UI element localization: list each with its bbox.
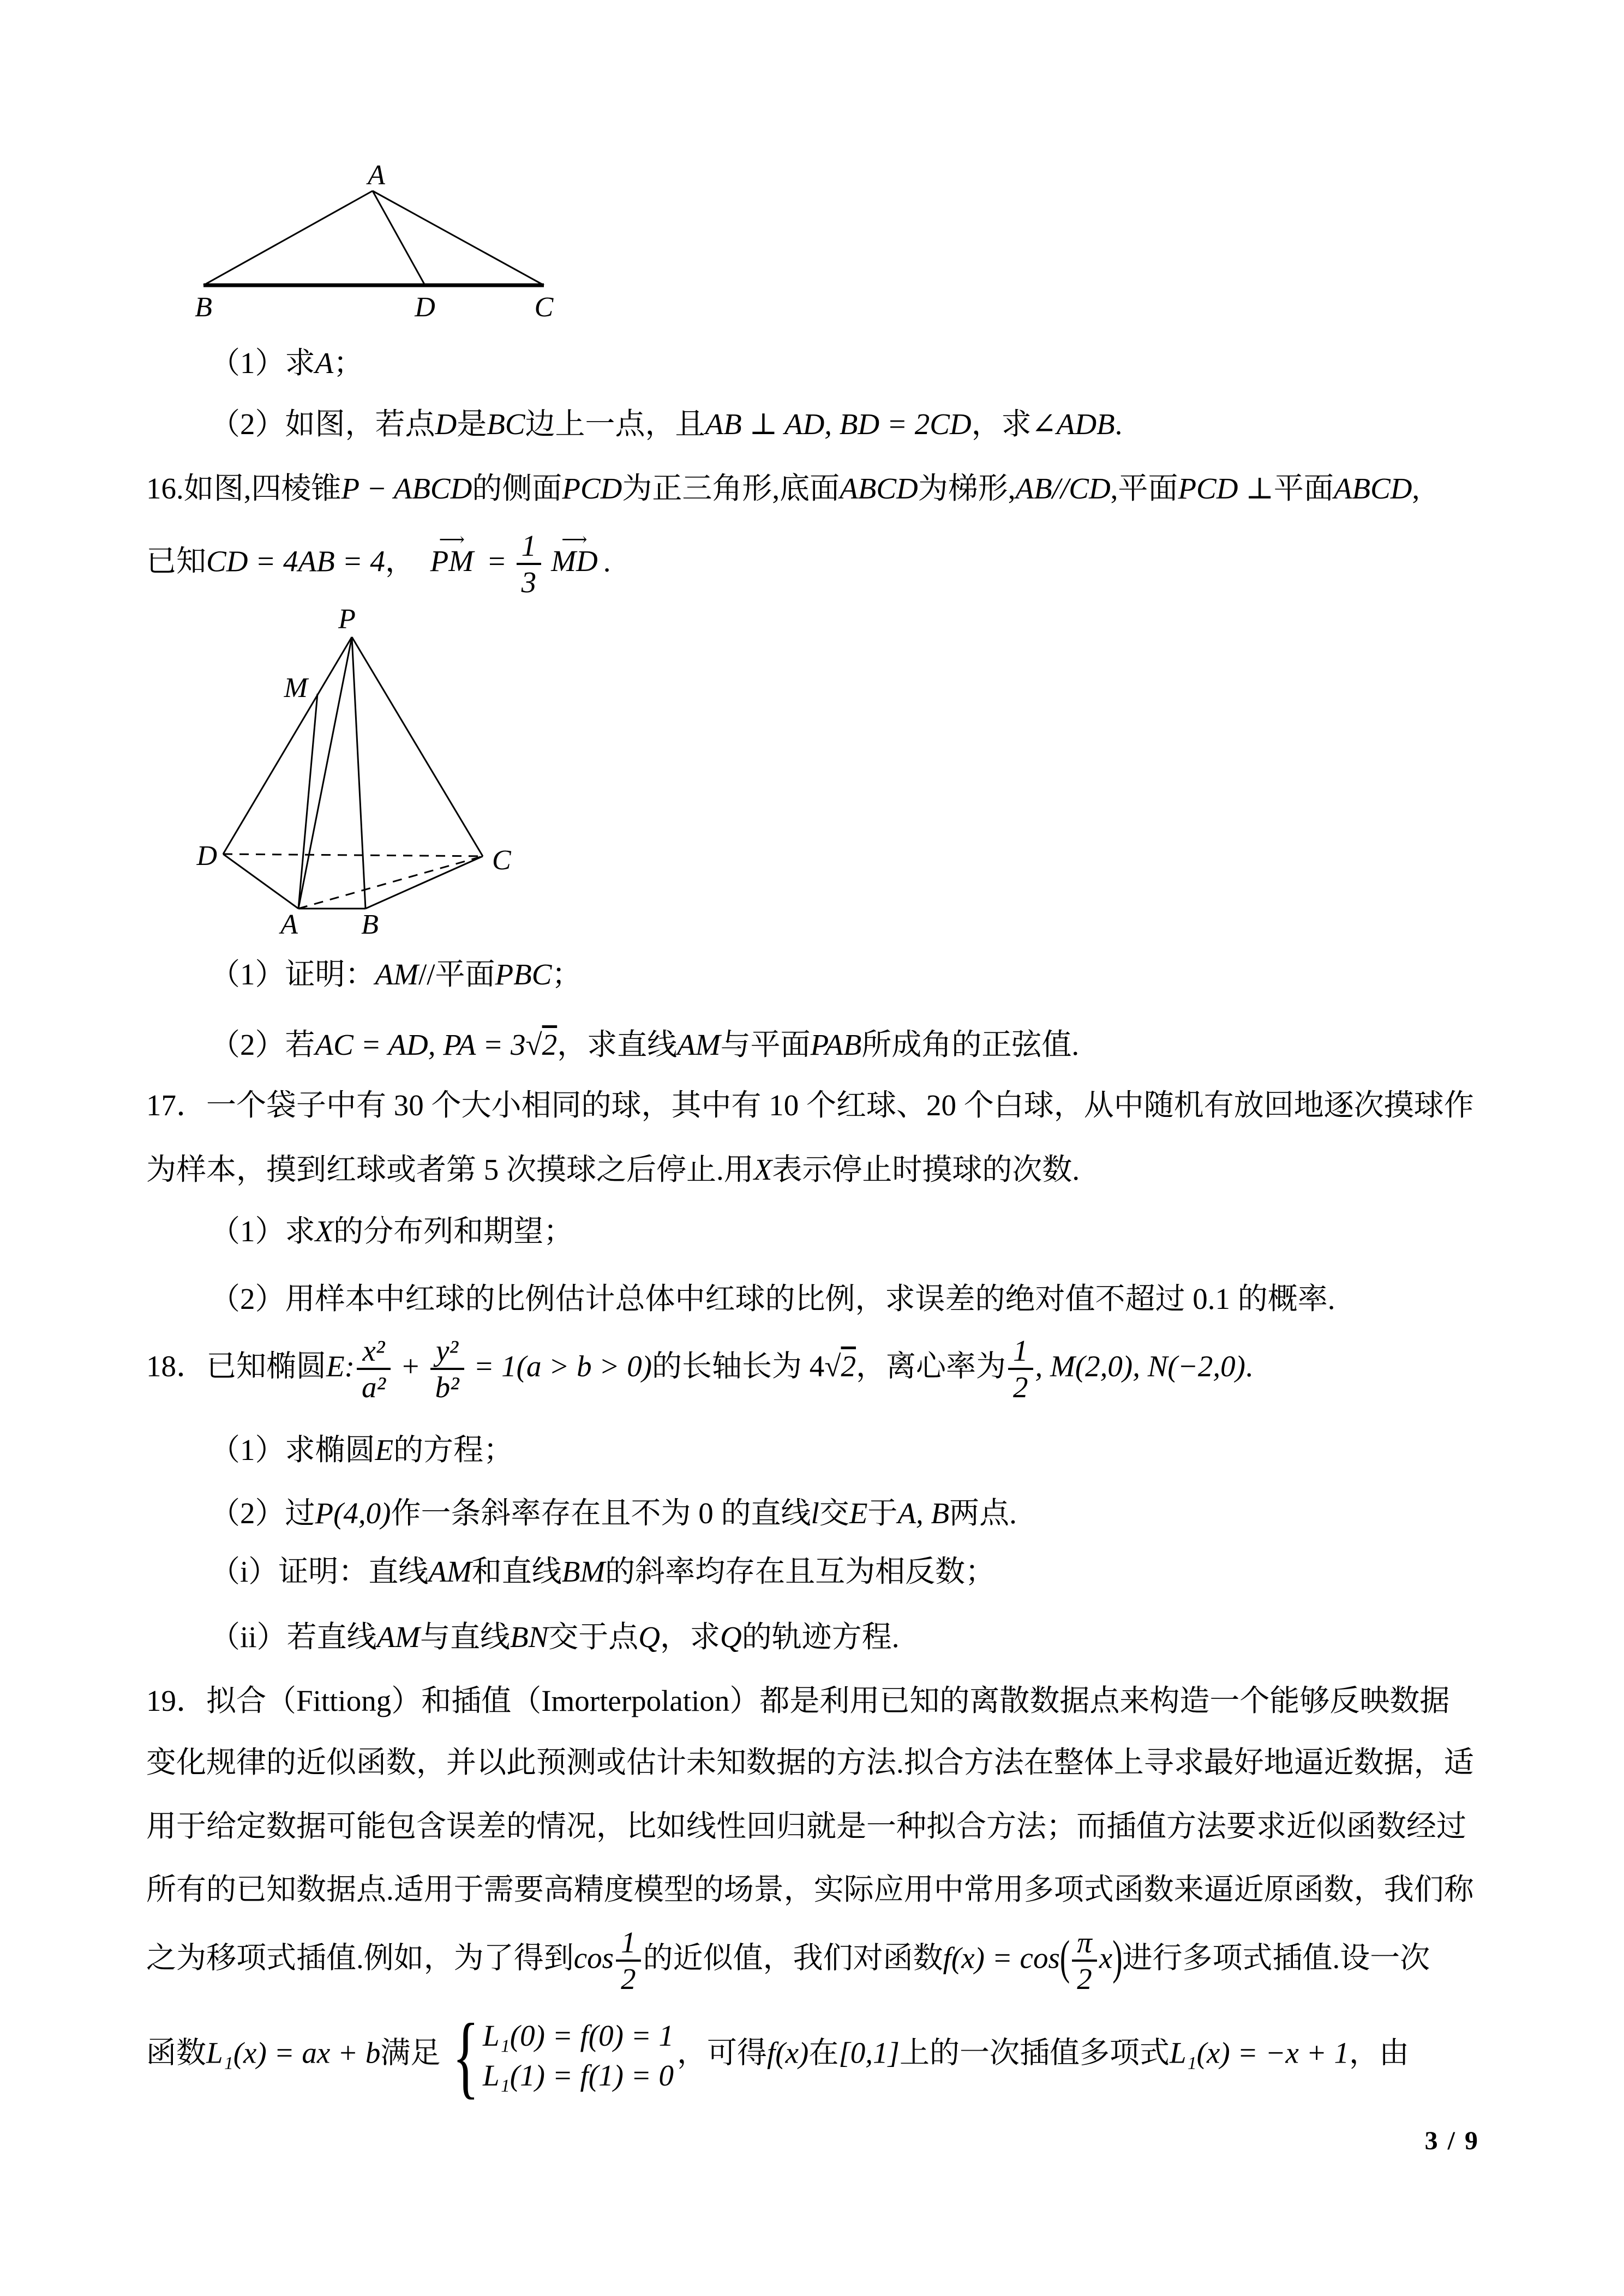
edge-pc [352,637,483,856]
triangle-label-c: C [534,292,554,323]
q15-part2: （2）如图，若点D是BC边上一点，且AB ⊥ AD, BD = 2CD，求∠ADB. [210,407,1123,441]
edge-pd [223,637,352,854]
edge-bc [365,856,483,909]
pyramid-label-d: D [196,840,217,871]
q16-line2: 已知CD = 4AB = 4， PM ⟶ = $\frac{1}{3}$ MD ⟶ . [146,530,610,599]
q18-line1: 18．已知椭圆E: $\frac{\text{x²}}{\text{a²}}$ + $\frac{\text{y²}}{\text{b²}}$ = 1(a > b > 0)的长轴长为 4√2，离心率为 $\frac{1}{2}$ , M(2,0), N(−2,0). [146,1334,1253,1404]
q19-line5: 之为移项式插值.例如，为了得到cos $\frac{1}{2}$ 的近似值，我们对函数f(x) = cos( $\frac{\pi}{2}$ x)进行多项式插值.设一次 [146,1926,1430,1996]
q18-part2: （2）过P(4,0)作一条斜率存在且不为 0 的直线l交E于A, B两点. [210,1496,1017,1530]
q19-line1: 19．拟合（Fittiong）和插值（Imorterpolation）都是利用已知的离散数据点来构造一个能够反映数据 [146,1684,1450,1717]
pyramid-figure-svg [196,600,524,954]
edge-da [223,854,298,909]
edge-ab [203,191,373,285]
q16-part2: （2）若AC = AD, PA = 3√2，求直线AM与平面PAB所成角的正弦值. [210,1028,1080,1061]
edge-ma [298,694,317,909]
pyramid-label-b: B [361,909,379,940]
q19-line4: 所有的已知数据点.适用于需要高精度模型的场景，实际应用中常用多项式函数来逼近原函数，我们称 [146,1873,1474,1906]
triangle-label-a: A [368,160,385,191]
edge-pb [352,637,365,909]
triangle-figure [185,153,567,327]
q17-part1: （1）求X的分布列和期望； [210,1215,574,1248]
pyramid-label-p: P [338,604,356,635]
q15-part1: （1）求A； [210,346,364,380]
q19-line2: 变化规律的近似函数，并以此预测或估计未知数据的方法.拟合方法在整体上寻求最好地逼近数据，适 [146,1746,1474,1779]
edge-dc-dashed [223,854,483,856]
q17-line1: 17．一个袋子中有 30 个大小相同的球，其中有 10 个红球、20 个白球，从中随机有放回地逐次摸球作 [146,1089,1474,1122]
q18-part-ii: （ii）若直线AM与直线BN交于点Q，求Q的轨迹方程. [210,1620,900,1654]
page-number: 3 / 9 [1424,2126,1479,2155]
q19-line3: 用于给定数据可能包含误差的情况，比如线性回归就是一种拟合方法；而插值方法要求近似函数经过 [146,1810,1467,1843]
q17-line2: 为样本，摸到红球或者第 5 次摸球之后停止.用X表示停止时摸球的次数. [146,1153,1080,1186]
q16-part1: （1）证明：AM//平面PBC； [210,958,582,991]
pyramid-label-c: C [492,845,511,876]
pyramid-label-m: M [284,672,308,704]
triangle-label-d: D [415,292,435,323]
q16-line1: 16.如图,四棱锥P − ABCD的侧面PCD为正三角形,底面ABCD为梯形,AB//CD,平面PCD ⊥平面ABCD, [146,472,1420,505]
pyramid-figure [196,600,524,954]
pyramid-label-a: A [280,909,298,940]
q17-part2: （2）用样本中红球的比例估计总体中红球的比例，求误差的绝对值不超过 0.1 的概率. [210,1282,1335,1315]
q18-part1: （1）求椭圆E的方程； [210,1433,514,1466]
q19-line6: 函数L₁(x) = ax + b满足 { L₁(0) = f(0) = 1 L₁(1) = f(1) = 0 ，可得f(x)在[0,1]上的一次插值多项式L₁(x) = −x + 1，由 [146,2005,1409,2107]
edge-ac-dashed [298,856,483,909]
triangle-label-b: B [195,292,212,323]
triangle-figure-svg [185,153,567,327]
q18-part-i: （i）证明：直线AM和直线BM的斜率均存在且互为相反数； [210,1555,996,1588]
